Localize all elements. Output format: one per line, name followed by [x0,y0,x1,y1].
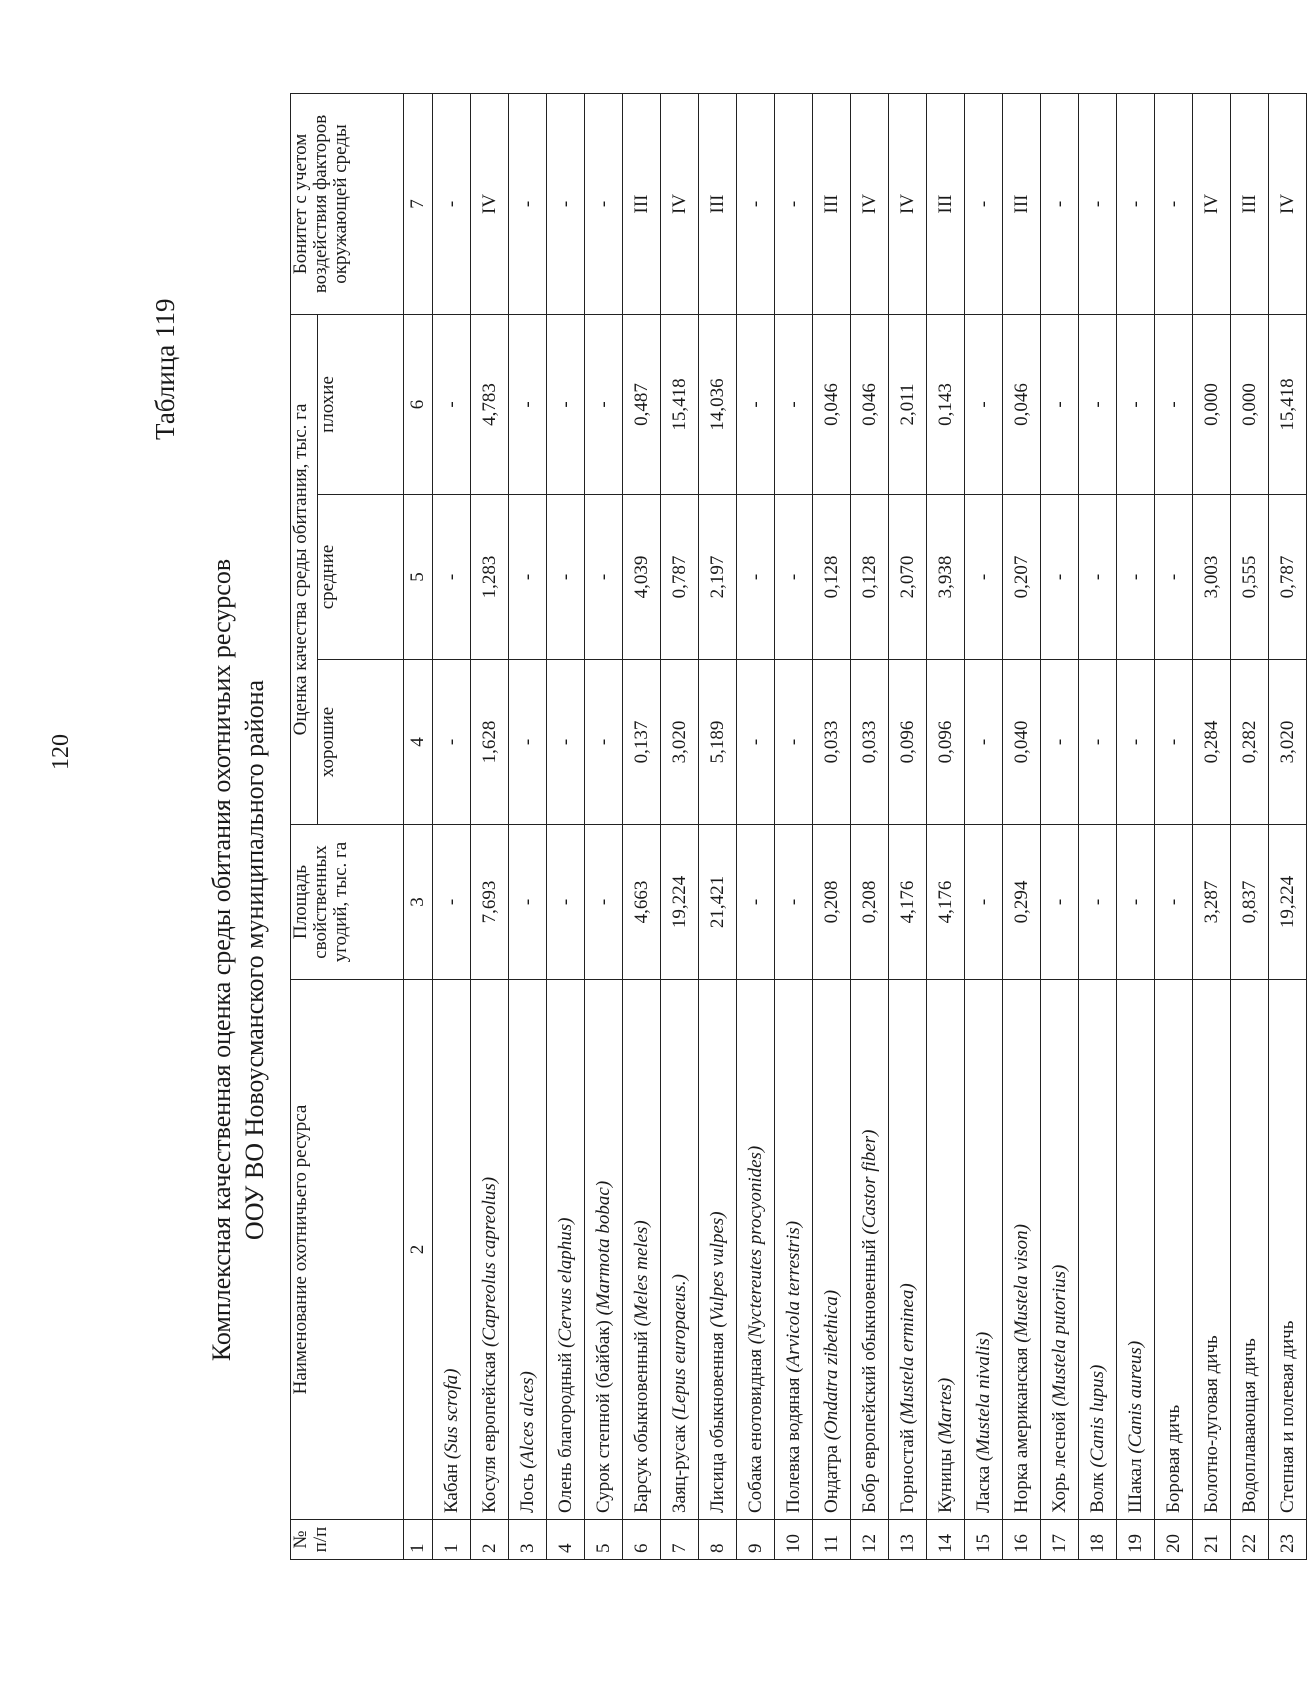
resource-common-name: Барсук обыкновенный [630,1331,652,1513]
header-area: Площадь свойственных угодий, тыс. га [291,825,404,980]
resource-name [775,980,813,1520]
row-number: 2 [471,1520,509,1560]
bonitet-value: IV [851,93,889,314]
medium-value: 0,128 [813,495,851,660]
area-value: - [1079,825,1117,980]
table-row [1003,93,1041,1559]
resource-name [1041,980,1079,1520]
bonitet-value: III [1231,93,1269,314]
area-value: - [965,825,1003,980]
resource-common-name: Олень благородный [554,1352,576,1513]
resource-name [471,980,509,1520]
resource-common-name: Хорь лесной [1048,1411,1070,1513]
resource-latin-name: (Sus scrofa) [440,1368,462,1460]
poor-value: - [547,314,585,494]
resource-latin-name: (Canis lupus) [1086,1364,1108,1468]
row-number: 6 [623,1520,661,1560]
table-row [1155,93,1193,1559]
row-number: 21 [1193,1520,1231,1560]
resource-common-name: Водоплавающая дичь [1238,1338,1260,1513]
poor-value: - [737,314,775,494]
table-row [1231,93,1269,1559]
habitat-assessment-table [290,93,1307,1560]
resource-latin-name: (Nyctereutes procyonides) [744,1145,766,1345]
col-number: 6 [404,314,433,494]
table-row [471,93,509,1559]
medium-value: 0,207 [1003,495,1041,660]
poor-value: - [433,314,471,494]
bonitet-value: - [1041,93,1079,314]
good-value: - [737,660,775,825]
bonitet-value: IV [661,93,699,314]
col-number: 5 [404,495,433,660]
resource-latin-name: (Castor fiber) [858,1129,880,1235]
area-value: 0,208 [851,825,889,980]
poor-value: 0,046 [1003,314,1041,494]
resource-name [623,980,661,1520]
row-number: 14 [927,1520,965,1560]
area-value: 7,693 [471,825,509,980]
title-line-1: Комплексная качественная оценка среды обитания охотничьих ресурсов [207,558,236,1362]
row-number: 7 [661,1520,699,1560]
good-value: 0,096 [889,660,927,825]
row-number: 8 [699,1520,737,1560]
medium-value: 2,070 [889,495,927,660]
medium-value: - [775,495,813,660]
area-value: 19,224 [661,825,699,980]
col-number: 2 [404,980,433,1520]
resource-name [813,980,851,1520]
title-line-2: ООУ ВО Новоусманского муниципального района [240,679,269,1241]
resource-name [1231,980,1269,1520]
resource-common-name: Сурок степной (байбак) [592,1320,614,1513]
resource-latin-name: (Mustela putorius) [1048,1264,1070,1407]
area-value: - [1155,825,1193,980]
resource-latin-name: (Capreolus capreolus) [478,1176,500,1347]
good-value: 0,096 [927,660,965,825]
table-row [813,93,851,1559]
table-row [1041,93,1079,1559]
resource-common-name: Норка американская [1010,1347,1032,1513]
resource-latin-name: (Vulpes vulpes) [706,1211,728,1328]
row-number: 23 [1269,1520,1307,1560]
poor-value: - [965,314,1003,494]
header-bonitet: Бонитет с учетом воздействия факторов окружающей среды [291,93,404,314]
resource-latin-name: (Mustela vison) [1010,1224,1032,1343]
table-row [965,93,1003,1559]
col-number: 4 [404,660,433,825]
medium-value: - [585,495,623,660]
resource-name [1155,980,1193,1520]
medium-value: - [1079,495,1117,660]
medium-value: 1,283 [471,495,509,660]
resource-name [1193,980,1231,1520]
bonitet-value: III [813,93,851,314]
bonitet-value: - [775,93,813,314]
poor-value: 15,418 [661,314,699,494]
good-value: - [1155,660,1193,825]
area-value: - [509,825,547,980]
poor-value: 0,143 [927,314,965,494]
table-label: Таблица 119 [150,298,180,440]
medium-value: - [737,495,775,660]
resource-common-name: Кабан [440,1463,462,1513]
row-number: 16 [1003,1520,1041,1560]
poor-value: 15,418 [1269,314,1307,494]
area-value: - [1117,825,1155,980]
row-number: 4 [547,1520,585,1560]
resource-name [1003,980,1041,1520]
col-number: 1 [404,1520,433,1560]
medium-value: - [509,495,547,660]
medium-value: - [1041,495,1079,660]
medium-value: 0,128 [851,495,889,660]
resource-common-name: Волк [1086,1472,1108,1513]
row-number: 17 [1041,1520,1079,1560]
good-value: 0,284 [1193,660,1231,825]
resource-name [927,980,965,1520]
resource-common-name: Ласка [972,1465,994,1513]
area-value: - [737,825,775,980]
bonitet-value: - [965,93,1003,314]
table-title [205,360,271,1560]
poor-value: 14,036 [699,314,737,494]
bonitet-value: - [1079,93,1117,314]
area-value: 4,663 [623,825,661,980]
table-row [737,93,775,1559]
good-value: - [585,660,623,825]
header-poor: плохие [318,314,404,494]
resource-name [1269,980,1307,1520]
poor-value: 0,487 [623,314,661,494]
table-row [585,93,623,1559]
resource-name [585,980,623,1520]
resource-latin-name: (Canis aureus) [1124,1340,1146,1454]
resource-name [547,980,585,1520]
resource-common-name: Косуля европейская [478,1351,500,1513]
medium-value: - [965,495,1003,660]
area-value: - [585,825,623,980]
good-value: - [509,660,547,825]
col-number: 3 [404,825,433,980]
resource-common-name: Заяц-русак [668,1424,690,1513]
resource-common-name: Шакал [1124,1458,1146,1513]
header-num: № п/п [291,1520,404,1560]
resource-common-name: Степная и полевая дичь [1276,1320,1298,1513]
row-number: 15 [965,1520,1003,1560]
resource-name [965,980,1003,1520]
row-number: 1 [433,1520,471,1560]
poor-value: - [1041,314,1079,494]
good-value: 0,282 [1231,660,1269,825]
resource-name [1117,980,1155,1520]
bonitet-value: - [585,93,623,314]
row-number: 9 [737,1520,775,1560]
medium-value: 4,039 [623,495,661,660]
poor-value: - [1079,314,1117,494]
poor-value: 4,783 [471,314,509,494]
poor-value: - [1155,314,1193,494]
table-row [661,93,699,1559]
bonitet-value: - [433,93,471,314]
bonitet-value: - [1117,93,1155,314]
resource-name [661,980,699,1520]
resource-latin-name: (Mustela nivalis) [972,1331,994,1462]
resource-name [1079,980,1117,1520]
good-value: - [965,660,1003,825]
table-row [1193,93,1231,1559]
good-value: 1,628 [471,660,509,825]
resource-name [509,980,547,1520]
resource-latin-name: (Cervus elaphus) [554,1217,576,1348]
resource-common-name: Боровая дичь [1162,1404,1184,1513]
medium-value: 3,938 [927,495,965,660]
table-row [775,93,813,1559]
column-number-row [404,93,433,1559]
good-value: - [1041,660,1079,825]
good-value: - [1117,660,1155,825]
poor-value: - [509,314,547,494]
row-number: 20 [1155,1520,1193,1560]
bonitet-value: - [509,93,547,314]
row-number: 19 [1117,1520,1155,1560]
area-value: - [433,825,471,980]
table-row [433,93,471,1559]
row-number: 18 [1079,1520,1117,1560]
medium-value: 0,787 [1269,495,1307,660]
bonitet-value: III [623,93,661,314]
resource-name [699,980,737,1520]
resource-latin-name: (Lepus europaeus.) [668,1273,690,1420]
area-value: 3,287 [1193,825,1231,980]
resource-common-name: Лось [516,1473,538,1513]
resource-common-name: Бобр европейский обыкновенный [858,1239,880,1513]
poor-value: 0,046 [813,314,851,494]
resource-name [889,980,927,1520]
table-row [851,93,889,1559]
table-row [927,93,965,1559]
col-number: 7 [404,93,433,314]
good-value: 0,033 [813,660,851,825]
table-row [1269,93,1307,1559]
good-value: - [1079,660,1117,825]
area-value: - [775,825,813,980]
bonitet-value: IV [889,93,927,314]
good-value: 0,033 [851,660,889,825]
poor-value: 0,046 [851,314,889,494]
table-row [1117,93,1155,1559]
header-good: хорошие [318,660,404,825]
table-row [889,93,927,1559]
bonitet-value: IV [471,93,509,314]
resource-name [433,980,471,1520]
resource-common-name: Полевка водяная [782,1377,804,1513]
bonitet-value: IV [1269,93,1307,314]
area-value: - [547,825,585,980]
resource-common-name: Куницы [934,1448,956,1513]
table-body [404,93,1307,1559]
medium-value: - [1117,495,1155,660]
medium-value: 3,003 [1193,495,1231,660]
good-value: 3,020 [661,660,699,825]
table-row [547,93,585,1559]
good-value: 0,040 [1003,660,1041,825]
resource-name [851,980,889,1520]
area-value: 19,224 [1269,825,1307,980]
medium-value: - [1155,495,1193,660]
poor-value: 0,000 [1193,314,1231,494]
bonitet-value: III [1003,93,1041,314]
resource-common-name: Горностай [896,1428,918,1513]
area-value: - [1041,825,1079,980]
resource-latin-name: (Marmota bobac) [592,1180,614,1316]
area-value: 0,294 [1003,825,1041,980]
row-number: 22 [1231,1520,1269,1560]
poor-value: 0,000 [1231,314,1269,494]
resource-common-name: Собака енотовидная [744,1349,766,1513]
table-row [699,93,737,1559]
resource-latin-name: (Ondatra zibethica) [820,1289,842,1441]
page-number: 120 [48,734,74,770]
bonitet-value: - [1155,93,1193,314]
bonitet-value: - [547,93,585,314]
good-value: 5,189 [699,660,737,825]
table-row [1079,93,1117,1559]
medium-value: 2,197 [699,495,737,660]
medium-value: 0,787 [661,495,699,660]
row-number: 5 [585,1520,623,1560]
row-number: 13 [889,1520,927,1560]
area-value: 4,176 [927,825,965,980]
area-value: 0,208 [813,825,851,980]
resource-latin-name: (Martes) [934,1377,956,1445]
table-row [623,93,661,1559]
resource-common-name: Ондатра [820,1445,842,1513]
good-value: 3,020 [1269,660,1307,825]
header-name: Наименование охотничьего ресурса [291,980,404,1520]
poor-value: - [585,314,623,494]
medium-value: - [547,495,585,660]
row-number: 12 [851,1520,889,1560]
poor-value: - [775,314,813,494]
medium-value: - [433,495,471,660]
bonitet-value: IV [1193,93,1231,314]
area-value: 21,421 [699,825,737,980]
row-number: 3 [509,1520,547,1560]
resource-latin-name: (Arvicola terrestris) [782,1220,804,1373]
resource-latin-name: (Mustela erminea) [896,1283,918,1425]
resource-latin-name: (Meles meles) [630,1220,652,1327]
resource-name [737,980,775,1520]
good-value: - [433,660,471,825]
row-number: 11 [813,1520,851,1560]
resource-latin-name: (Alces alces) [516,1371,538,1469]
resource-common-name: Лисица обыкновенная [706,1332,728,1513]
poor-value: - [1117,314,1155,494]
row-number: 10 [775,1520,813,1560]
table-row [509,93,547,1559]
bonitet-value: III [699,93,737,314]
area-value: 0,837 [1231,825,1269,980]
good-value: 0,137 [623,660,661,825]
header-medium: средние [318,495,404,660]
bonitet-value: III [927,93,965,314]
header-quality: Оценка качества среды обитания, тыс. га [291,314,318,824]
good-value: - [547,660,585,825]
bonitet-value: - [737,93,775,314]
medium-value: 0,555 [1231,495,1269,660]
area-value: 4,176 [889,825,927,980]
poor-value: 2,011 [889,314,927,494]
good-value: - [775,660,813,825]
resource-common-name: Болотно-луговая дичь [1200,1335,1222,1513]
